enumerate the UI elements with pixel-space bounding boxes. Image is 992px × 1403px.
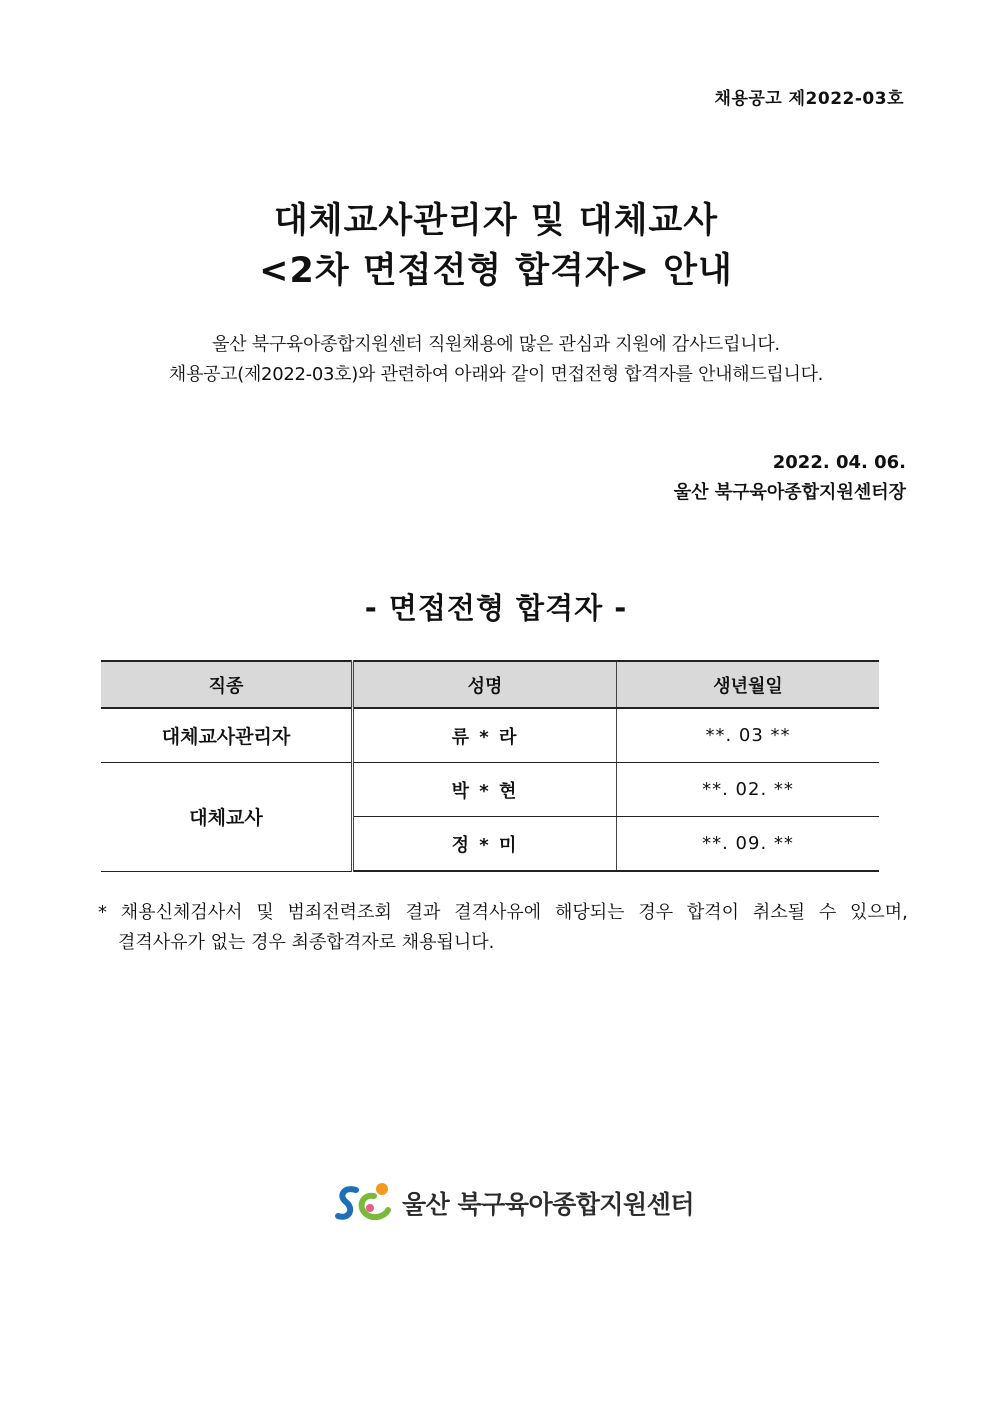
intro-text (0, 330, 992, 390)
table-row (101, 763, 879, 817)
name-cell: 류 * 라 (353, 708, 617, 763)
table-header-row (101, 661, 879, 708)
footnote-word: 범죄전력조회 (287, 902, 392, 923)
name-cell: 박 * 현 (353, 763, 617, 817)
header-birthdate: 생년월일 (617, 661, 880, 708)
birthdate-cell: **. 09. ** (617, 817, 880, 872)
job-type-cell: 대체교사 (101, 763, 353, 872)
document-title (0, 196, 992, 296)
footnote-word: 수 (818, 902, 837, 923)
footnote-marker: * (98, 902, 107, 923)
footnote-word: 결격사유에 (454, 902, 542, 923)
title-line-2: <2차 면접전형 합격자> 안내 (259, 251, 733, 291)
footnote-word: 있으며, (850, 902, 908, 923)
notice-number: 채용공고 제2022-03호 (714, 89, 904, 109)
issuer-name: 울산 북구육아종합지원센터장 (673, 482, 906, 503)
footnote-line-1 (98, 898, 908, 928)
header-name: 성명 (353, 661, 617, 708)
footnote-line-2: 결격사유가 없는 경우 최종합격자로 채용됩니다. (118, 932, 495, 953)
footnote (98, 898, 908, 958)
footnote-word: 및 (256, 902, 274, 923)
table-row (101, 708, 879, 763)
intro-line-1: 울산 북구육아종합지원센터 직원채용에 많은 관심과 지원에 감사드립니다. (212, 334, 780, 355)
footnote-word: 합격이 (686, 902, 740, 923)
footnote-word: 채용신체검사서 (120, 902, 243, 923)
name-cell: 정 * 미 (353, 817, 617, 872)
footer-logo-block (334, 1180, 694, 1226)
center-logo-icon (334, 1180, 396, 1226)
footnote-word: 결과 (405, 902, 441, 923)
birthdate-cell: **. 02. ** (617, 763, 880, 817)
footnote-word: 취소될 (752, 902, 806, 923)
footer-org-name: 울산 북구육아종합지원센터 (402, 1190, 695, 1219)
header-job-type: 직종 (101, 661, 353, 708)
intro-line-2: 채용공고(제2022-03호)와 관련하여 아래와 같이 면접전형 합격자를 안내해드립니다. (168, 364, 824, 385)
issue-block (674, 448, 906, 508)
issue-date: 2022. 04. 06. (772, 452, 906, 473)
footnote-word: 경우 (638, 902, 674, 923)
footnote-word: 해당되는 (554, 902, 625, 923)
title-line-1: 대체교사관리자 및 대체교사 (273, 201, 719, 241)
birthdate-cell: **. 03 ** (617, 708, 880, 763)
section-title: - 면접전형 합격자 - (364, 591, 628, 625)
job-type-cell: 대체교사관리자 (101, 708, 353, 763)
results-table (101, 660, 879, 872)
